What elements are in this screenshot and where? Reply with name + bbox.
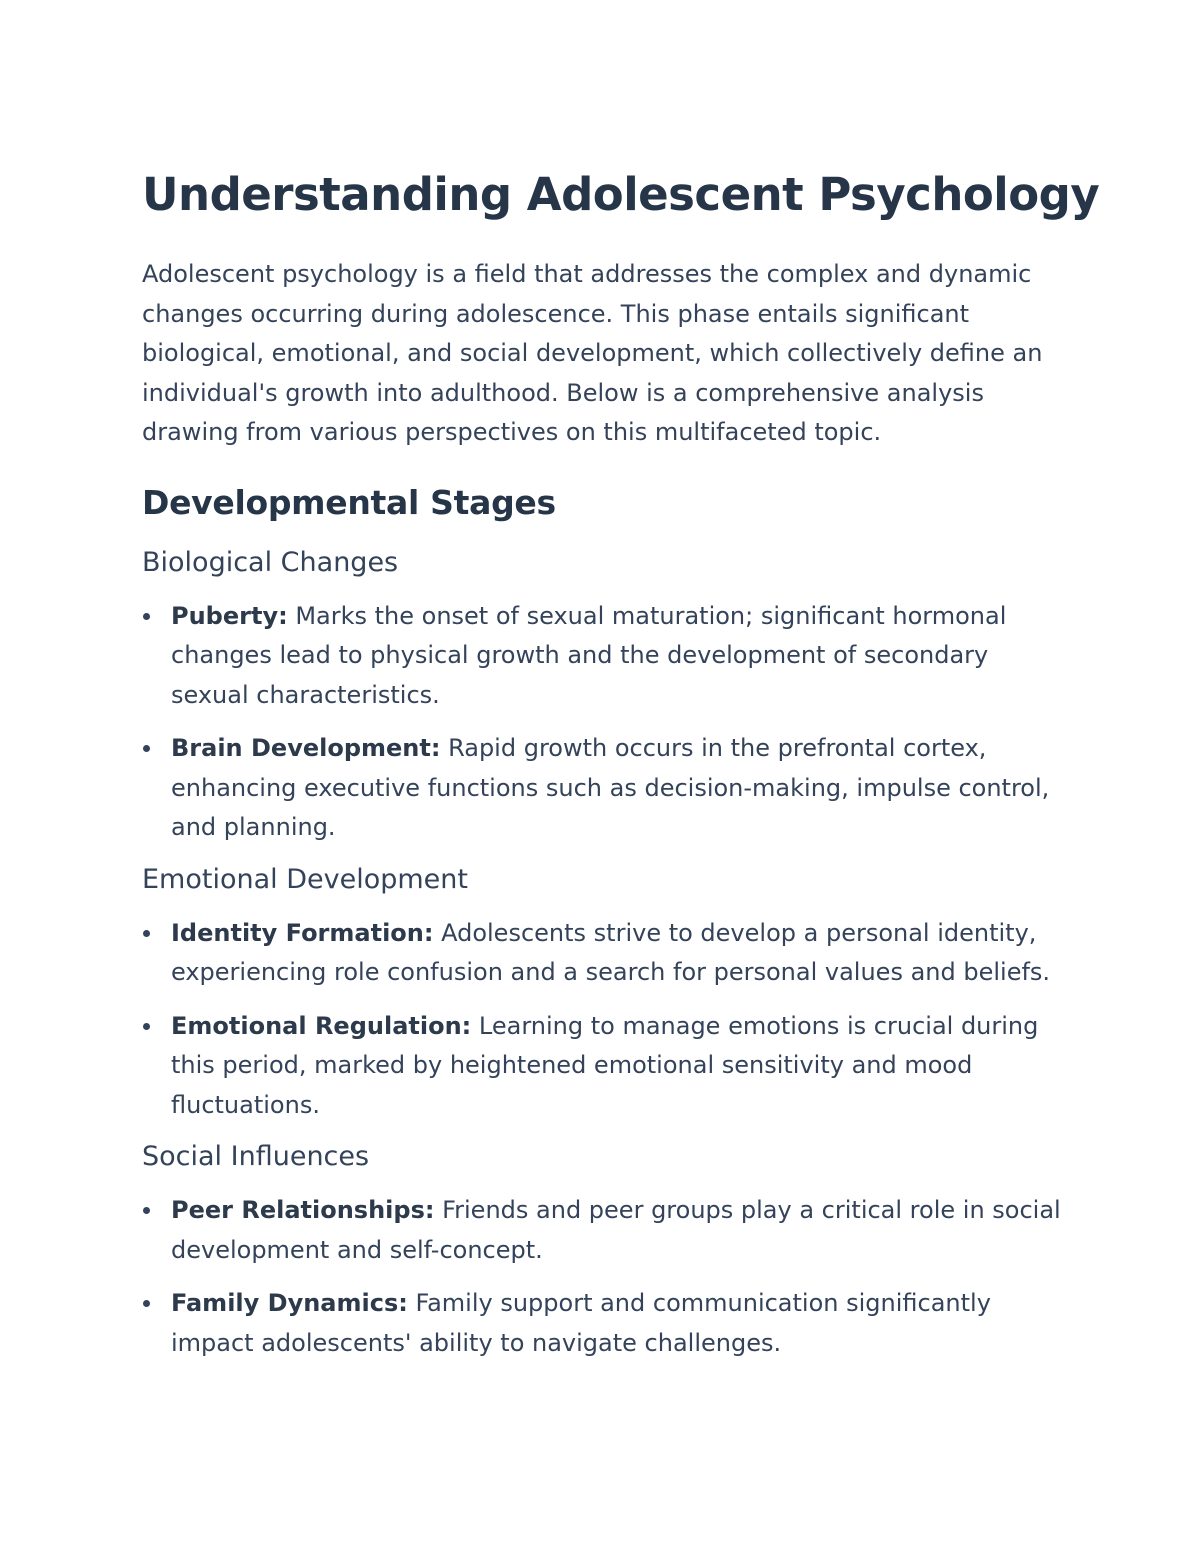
list-item	[142, 1191, 1072, 1270]
item-term: Family Dynamics:	[171, 1289, 408, 1317]
subsection-heading-social: Social Influences	[142, 1141, 370, 1172]
item-text: Friends and peer groups play a critical role in social development and self-concept.	[171, 1196, 1061, 1264]
bullet-icon	[143, 1023, 150, 1030]
bullet-icon	[143, 1207, 150, 1214]
subsection-heading-emotional: Emotional Development	[142, 863, 468, 895]
item-text: Rapid growth occurs in the prefrontal cortex, enhancing executive functions such as decision-making, impulse control, and planning.	[171, 734, 1050, 841]
item-term: Emotional Regulation:	[171, 1011, 472, 1040]
item-text: Learning to manage emotions is crucial during this period, marked by heightened emotional sensitivity and mood fluctuations.	[171, 1011, 1039, 1119]
item-term: Peer Relationships:	[171, 1196, 435, 1224]
bullet-list-biological	[142, 597, 1072, 848]
list-item	[142, 729, 1072, 848]
list-item	[142, 597, 1072, 716]
section-heading: Developmental Stages	[142, 482, 556, 522]
item-text: Marks the onset of sexual maturation; significant hormonal changes lead to physical growth and the development of secondary sexual characteristics.	[171, 601, 1007, 709]
bullet-list-emotional	[142, 914, 1072, 1126]
subsection-heading-biological: Biological Changes	[142, 546, 399, 578]
list-item	[142, 1007, 1072, 1126]
item-text: Adolescents strive to develop a personal identity, experiencing role confusion and a search for personal values and beliefs.	[171, 918, 1051, 986]
bullet-list-social	[142, 1191, 1072, 1363]
bullet-icon	[143, 745, 150, 752]
bullet-icon	[143, 930, 150, 937]
bullet-icon	[143, 1300, 150, 1307]
item-text: Family support and communication significantly impact adolescents' ability to navigate challenges.	[171, 1289, 991, 1357]
bullet-icon	[143, 613, 150, 620]
list-item	[142, 1284, 1072, 1363]
list-item	[142, 914, 1072, 993]
document-page	[142, 165, 1100, 1377]
item-term: Puberty:	[171, 601, 288, 630]
intro-paragraph: Adolescent psychology is a field that addresses the complex and dynamic changes occurring during adolescence. This phase entails significant biological, emotional, and social development, which collectively define an individual's growth into adulthood. Below is a comprehensive analysis drawing from various perspectives on this multifaceted topic.	[142, 260, 1043, 446]
item-term: Identity Formation:	[171, 918, 434, 947]
page-title: Understanding Adolescent Psychology	[142, 168, 1100, 221]
item-term: Brain Development:	[171, 734, 441, 762]
